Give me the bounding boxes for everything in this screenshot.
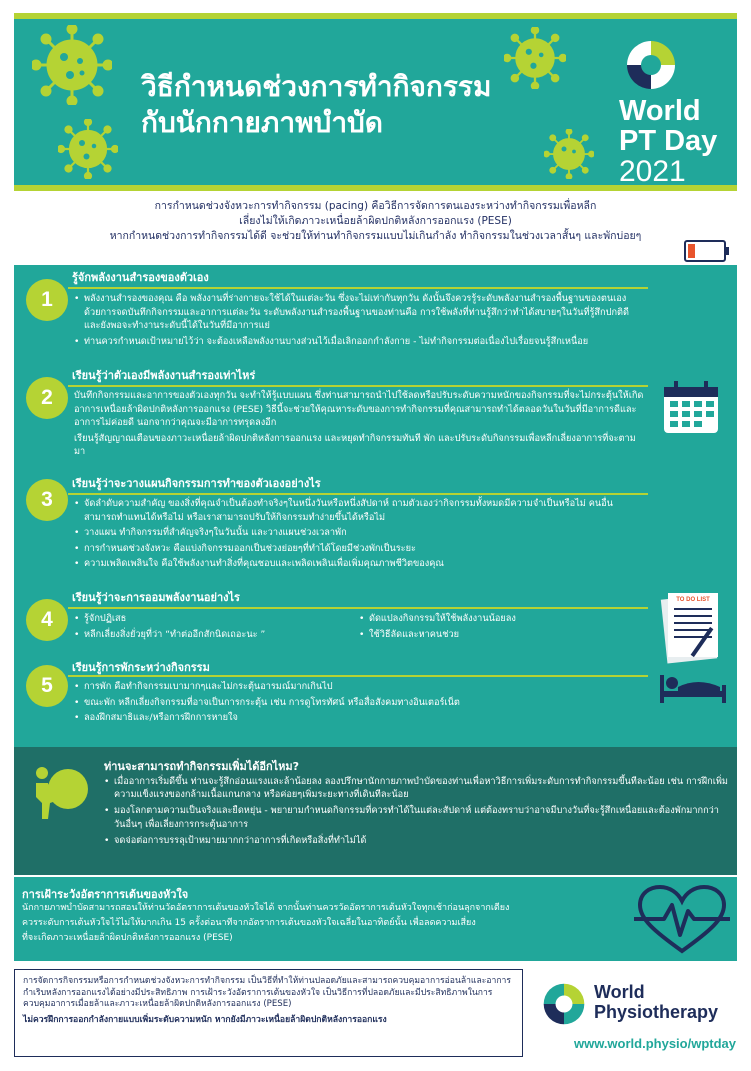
website-link[interactable]: www.world.physio/wptday: [573, 1036, 736, 1051]
step-body: [74, 292, 644, 350]
step-body: [74, 612, 644, 643]
heart-rate-title: การเฝ้าระวังอัตราการเต้นของหัวใจ: [22, 888, 189, 901]
step-divider: [68, 287, 648, 289]
step-paragraph: เรียนรู้สัญญาณเตือนของภาวะเหนื่อยล้าผิดปกติหลังการออกแรง และหยุดทำกิจกรรมทันที พัก และปรับระดับกิจกรรมเพื่อหลีกเลี่ยงอาการที่จะตามมา: [74, 432, 636, 458]
intro-line-3: หากกำหนดช่วงการทำกิจกรรมได้ดี จะช่วยให้ท่านทำกิจกรรมแบบไม่เกินกำลัง ทำกิจกรรมในช่วงเวลาสั้นๆ และพักบ่อยๆ: [109, 230, 642, 242]
todo-list-label: TO DO LIST: [676, 597, 710, 603]
intro-text: [14, 199, 737, 244]
step-bullet: • การกำหนดช่วงจังหวะ คือแบ่งกิจกรรมออกเป็นช่วงย่อยๆที่ทำได้โดยมีช่วงพักเป็นระยะ: [74, 542, 644, 556]
world-pt-day-emblem-icon: [625, 39, 677, 91]
heart-rate-section: [14, 877, 737, 961]
virus-icon: [58, 119, 118, 179]
logo-year: 2021: [619, 155, 686, 188]
step-bullet: • การพัก คือทำกิจกรรมเบามากๆและไม่กระตุ้นอารมณ์มากเกินไป: [74, 680, 644, 694]
increase-body: [104, 775, 729, 850]
heartbeat-icon: [634, 885, 730, 955]
logo-pt-day: PT Day: [619, 125, 718, 157]
step-divider: [68, 675, 648, 677]
heart-rate-line: ที่จะเกิดภาวะเหนื่อยล้าผิดปกติหลังการออกแรง (PESE): [22, 933, 233, 943]
todo-list-icon: [660, 591, 722, 663]
step-bullet: • ใช้วิธีลัดและหาคนช่วย: [359, 628, 644, 642]
logo-world: World: [619, 95, 701, 127]
org-name-line-1: World: [594, 982, 645, 1002]
step-body: [74, 389, 644, 461]
increase-bullet: • เมื่ออาการเริ่มดีขึ้น ท่านจะรู้สึกอ่อนแรงและล้าน้อยลง ลองปรึกษานักกายภาพบำบัดของท่านเพื่อหาวิธีการเพิ่มระดับการทำกิจกรรมขึ้นทีละน้อย เช่น การฝึกเพิ่มความแข็งแรงของกล้ามเนื้อแกนกลาง หรือค่อยๆเพิ่มระยะทางที่เดินทีละน้อย: [104, 775, 729, 801]
step-bullet: • รู้จักปฏิเสธ: [74, 612, 359, 626]
footer-note-box: [14, 969, 523, 1057]
intro-line-2: เลี่ยงไม่ให้เกิดภาวะเหนื่อยล้าผิดปกติหลังการออกแรง (PESE): [239, 215, 512, 227]
step-title: เรียนรู้ว่าตัวเองมีพลังงานสำรองเท่าไหร่: [72, 369, 256, 382]
step-bullet: • วางแผน ทำกิจกรรมที่สำคัญจริงๆในวันนั้น และวางแผนช่วงเวลาพัก: [74, 526, 644, 540]
world-physiotherapy-emblem-icon: [542, 982, 586, 1026]
header-banner: [14, 13, 737, 191]
footer-text: การจัดการกิจกรรมหรือการกำหนดช่วงจังหวะการทำกิจกรรม เป็นวิธีที่ทำให้ท่านปลอดภัยและสามารถควบคุมอาการอ่อนล้าและอาการกำเริบหลังการออกแรงได้อย่างมีประสิทธิภาพ การเฝ้าระวังอัตราการเต้นของหัวใจ เป็นวิธีการที่ปลอดภัยและมีประสิทธิภาพในการควบคุมอาการเมื่อยล้าและภาวะเหนื่อยล้าผิดปกติหลังการออกแรง (PESE): [23, 976, 511, 1010]
steps-section: [14, 265, 737, 747]
step-bullet: • หลีกเลี่ยงสิ่งยั่วยุที่ว่า “ทำต่ออีกสักนิดเถอะนะ ”: [74, 628, 359, 642]
step-title: เรียนรู้การพักระหว่างกิจกรรม: [72, 661, 210, 674]
increase-title: ท่านจะสามารถทำกิจกรรมเพิ่มได้อีกไหม?: [104, 760, 300, 773]
calendar-icon: [662, 379, 720, 435]
battery-icon: [684, 240, 730, 262]
heart-rate-line: นักกายภาพบำบัดสามารถสอนให้ท่านวัดอัตราการเต้นของหัวใจได้ จากนั้นท่านควรวัดอัตราการเต้นหัวใจทุกเช้าก่อนลุกจากเตียง: [22, 903, 510, 913]
step-bullet: • ขณะพัก หลีกเลี่ยงกิจกรรมที่อาจเป็นการกระตุ้น เช่น การดูโทรทัศน์ หรือสื่อสังคมทางอินเตอร์เน็ต: [74, 696, 644, 710]
step-body: [74, 680, 644, 727]
person-pushing-icon: [28, 763, 98, 823]
step-divider: [68, 607, 648, 609]
step-number-badge: 5: [26, 665, 68, 707]
step-number-badge: 4: [26, 599, 68, 641]
step-bullet: • ความเพลิดเพลินใจ คือใช้พลังงานทำสิ่งที่คุณชอบและเพลิดเพลินเพื่อเพิ่มคุณภาพชีวิตของคุณ: [74, 557, 644, 571]
poster-title: [141, 69, 581, 141]
step-number-badge: 3: [26, 479, 68, 521]
step-bullet: • ลองฝึกสมาธิและ/หรือการฝึกการหายใจ: [74, 711, 644, 725]
resting-in-bed-icon: [658, 665, 728, 705]
step-divider: [68, 493, 648, 495]
world-physiotherapy-logo: [536, 982, 736, 1032]
intro-line-1: การกำหนดช่วงจังหวะการทำกิจกรรม (pacing) คือวิธีการจัดการตนเองระหว่างทำกิจกรรมเพื่อหลีก: [154, 200, 597, 212]
step-bullet: • จัดลำดับความสำคัญ ของสิ่งที่คุณจำเป็นต้องทำจริงๆในหนึ่งวันหรือหนึ่งสัปดาห์ ถามตัวเองว่ากิจกรรมทั้งหมดมีความจำเป็นหรือไม่ คนอื่นสามารถทำแทนได้หรือไม่ หรือเราสามารถปรับให้กิจกรรมทำง่ายขึ้นได้หรือไม่: [74, 497, 644, 524]
step-bullet: • ดัดแปลงกิจกรรมให้ใช้พลังงานน้อยลง: [359, 612, 644, 626]
step-bullet: • ท่านควรกำหนดเป้าหมายไว้ว่า จะต้องเหลือพลังงานบางส่วนไว้เมื่อเลิกออกกำลังกาย - ไม่ทำกิจกรรมต่อเนื่องไปเรื่อยจนรู้สึกเหนื่อย: [74, 335, 644, 349]
heart-rate-body: [22, 901, 582, 946]
title-line-1: วิธีกำหนดช่วงการทำกิจกรรม: [141, 70, 492, 103]
step-paragraph: บันทึกกิจกรรมและอาการของตัวเองทุกวัน จะทำให้รู้แบบแผน ซึ่งท่านสามารถนำไปใช้ลดหรือปรับระดับความหนักของกิจกรรมที่จะไม่กระตุ้นให้เกิดอาการเหนื่อยล้าผิดปกติหลังการออกแรง (PESE) วิธีนี้จะช่วยให้คุณหาระดับของการทำกิจกรรมที่คุณสามารถทำได้ตลอดวันในวันที่มีอาการดีและอาการไม่ค่อยดี นอกจากว่าคุณจะมีอาการทรุดลงอีก: [74, 390, 644, 429]
increase-activity-section: [14, 747, 737, 875]
step-bullet: • พลังงานสำรองของคุณ คือ พลังงานที่ร่างกายจะใช้ได้ในแต่ละวัน ซึ่งจะไม่เท่ากันทุกวัน ดังนั้นจึงควรรู้ระดับพลังงานสำรองพื้นฐานของตนเอง ด้วยการจดบันทึกกิจกรรมและอาการแต่ละวัน ระดับพลังงานสำรองพื้นฐานของท่านคือ การใช้พลังที่ท่านรู้สึกว่าทำได้สบายๆในวันที่รู้สึกปกติดีและยังพอจะทำงานระดับนี้ได้ในวันที่มีอาการแย่: [74, 292, 644, 333]
step-title: รู้จักพลังงานสำรองของตัวเอง: [72, 271, 209, 284]
org-name-line-2: Physiotherapy: [594, 1002, 719, 1022]
virus-icon: [32, 25, 112, 105]
step-body: [74, 497, 644, 573]
step-title: เรียนรู้ว่าจะวางแผนกิจกรรมการทำของตัวเองอย่างไร: [72, 477, 321, 490]
footer-warning: ไม่ควรฝึกการออกกำลังกายแบบเพิ่มระดับความหนัก หากยังมีภาวะเหนื่อยล้าผิดปกติหลังการออกแรง: [23, 1014, 387, 1025]
title-line-2: กับนักกายภาพบำบัด: [141, 106, 383, 139]
step-divider: [68, 385, 648, 387]
step-number-badge: 1: [26, 279, 68, 321]
step-title: เรียนรู้ว่าจะการออมพลังงานอย่างไร: [72, 591, 240, 604]
world-pt-day-logo: [619, 39, 729, 188]
heart-rate-line: ควรระดับการเต้นหัวใจไว้ไม่ให้มากเกิน 15 ครั้งต่อนาทีจากอัตราการเต้นของหัวใจเฉลี่ยในอาทิตย์นั้น เพื่อลดความเสี่ยง: [22, 918, 476, 928]
increase-bullet: • จดจ่อต่อการบรรลุเป้าหมายมากกว่าอาการที่เกิดหรือสิ่งที่ทำไม่ได้: [104, 834, 729, 847]
increase-bullet: • มองโลกตามความเป็นจริงและยืดหยุ่น - พยายามกำหนดกิจกรรมที่ควรทำได้ในแต่ละสัปดาห์ แต่ต้องทราบว่าอาจมีบางวันที่จะรู้สึกเหนื่อยและต้องพักมากกว่าวันอื่นๆ เพื่อเลี่ยงการกระตุ้นอาการ: [104, 804, 729, 830]
step-number-badge: 2: [26, 377, 68, 419]
